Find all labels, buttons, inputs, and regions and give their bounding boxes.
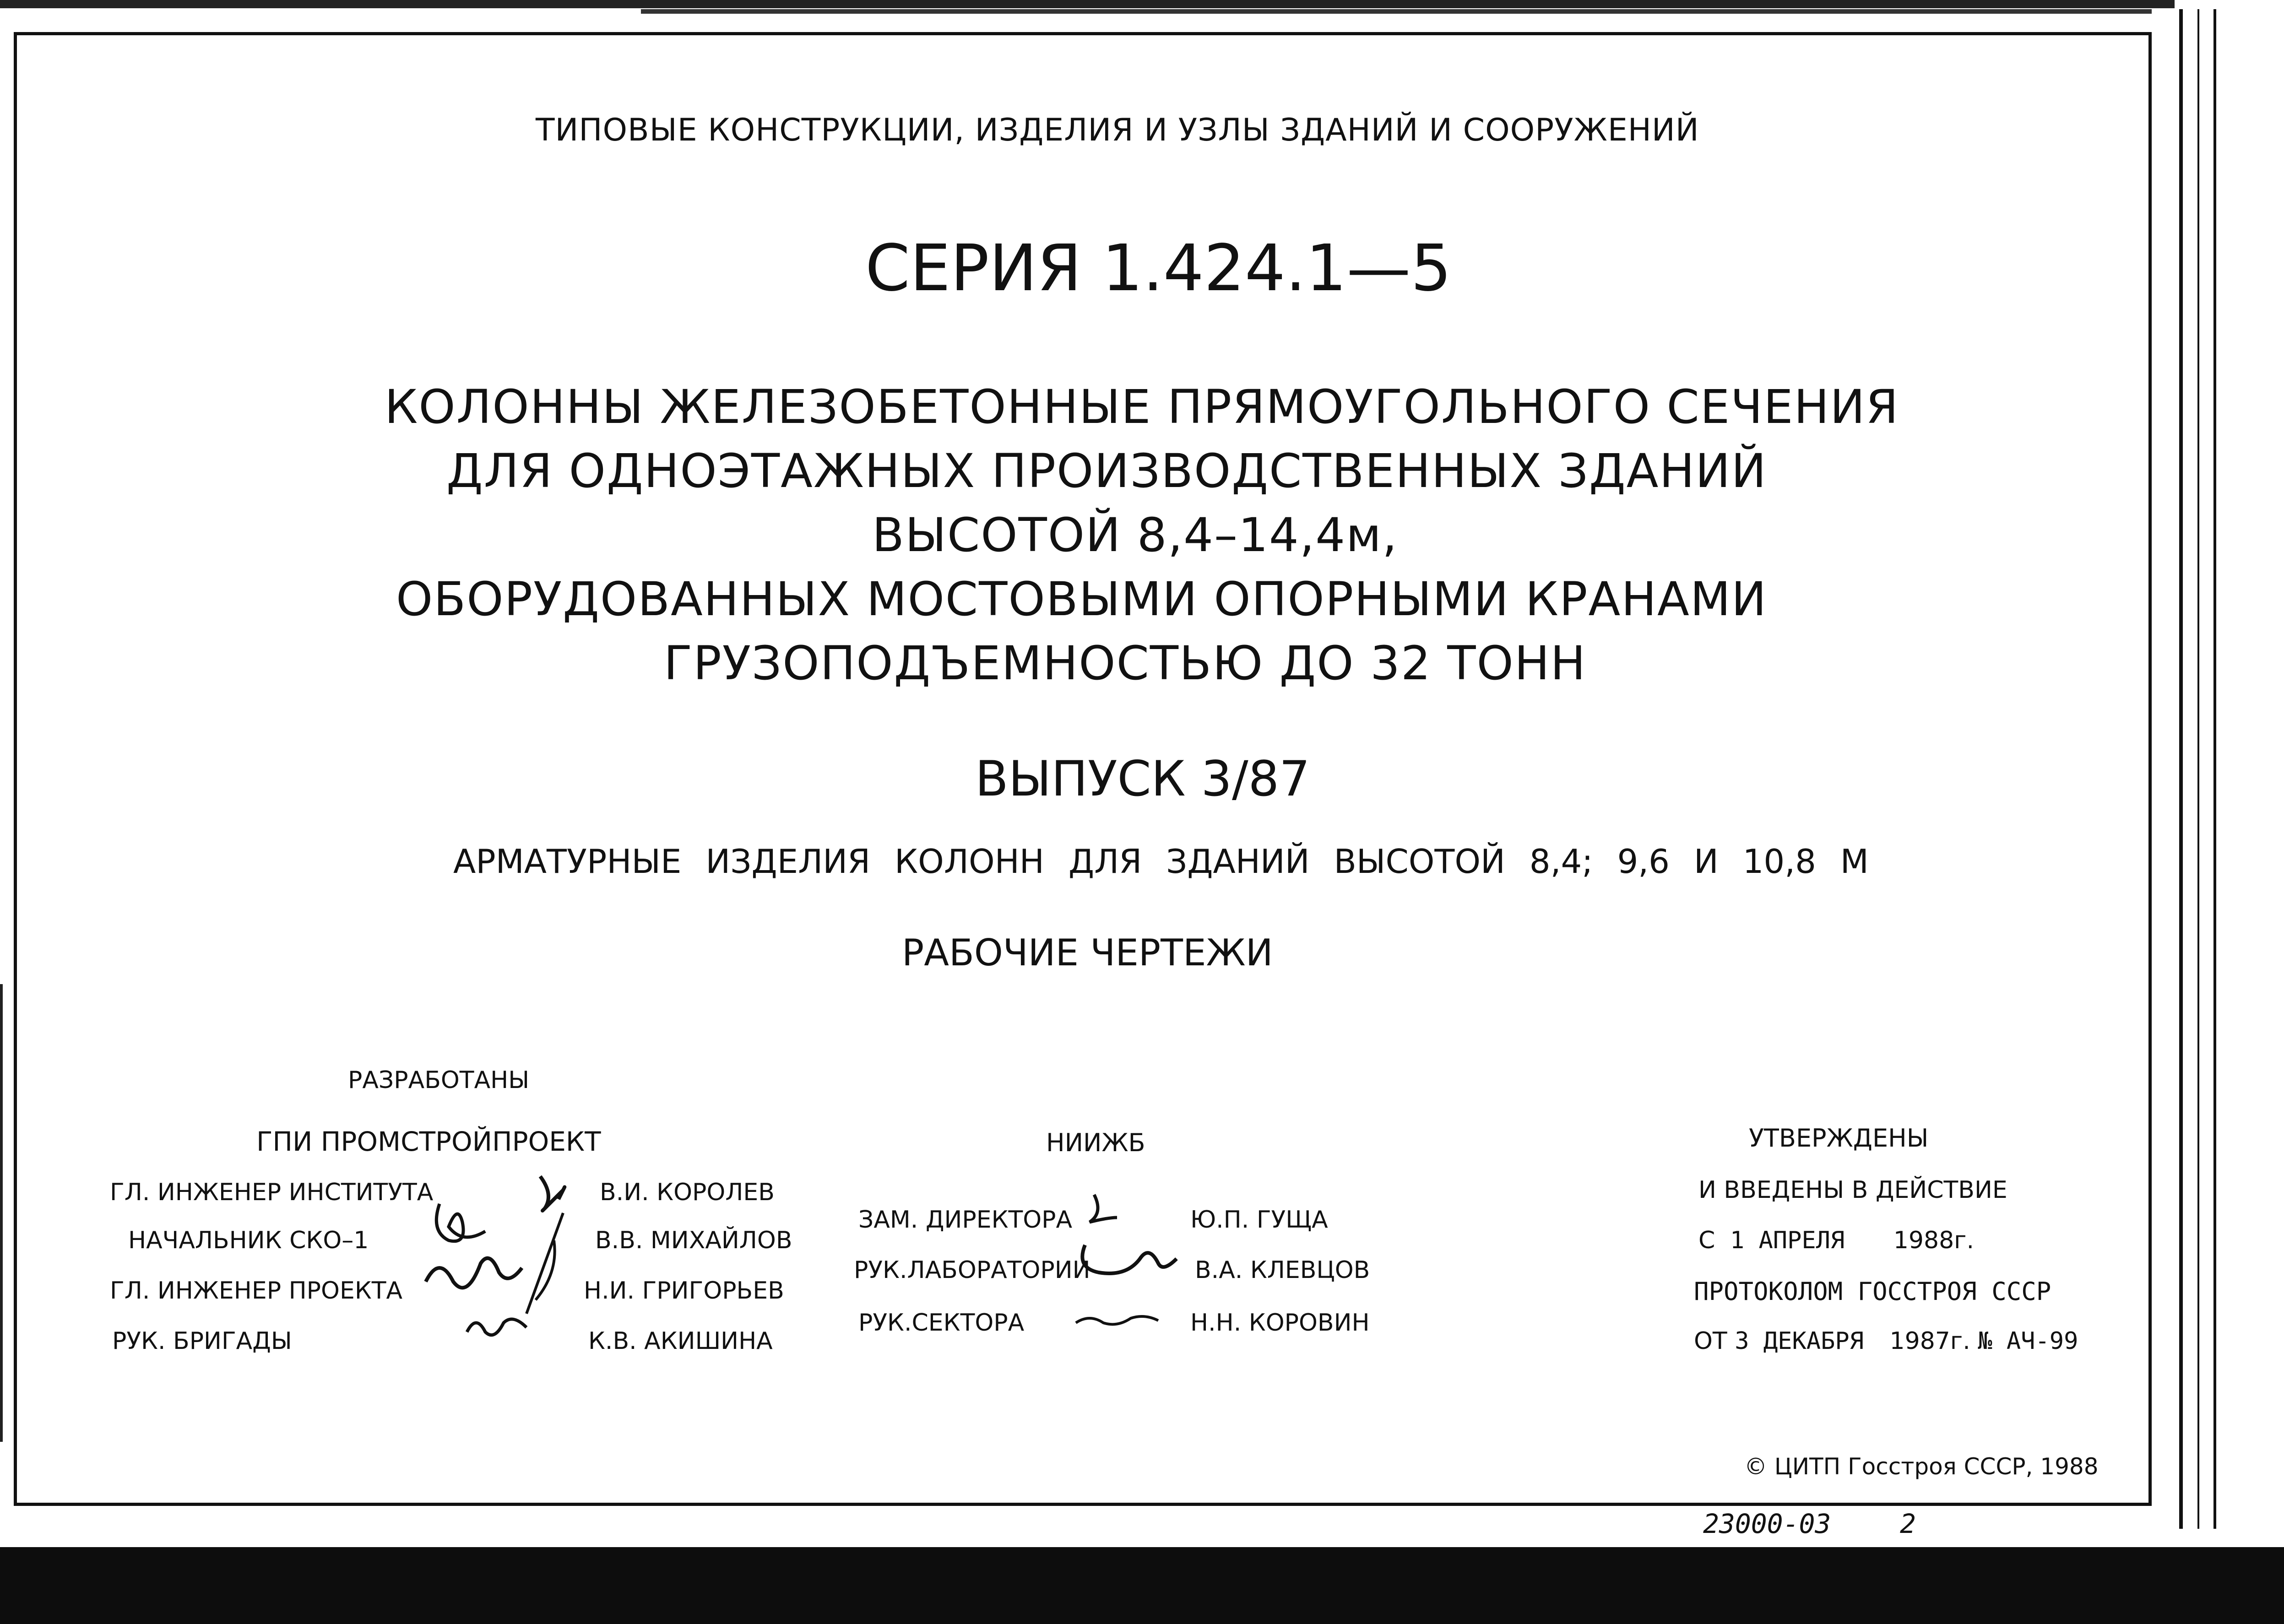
- handwritten-signatures-developed: [412, 1163, 604, 1355]
- title-line-2: ДЛЯ ОДНОЭТАЖНЫХ ПРОИЗВОДСТВЕННЫХ ЗДАНИЙ: [446, 444, 1767, 498]
- niizhb-role-2: РУК.ЛАБОРАТОРИИ: [854, 1256, 1090, 1284]
- protocol-year: 1987г.: [1889, 1327, 1970, 1355]
- niizhb-name-2: В.А. КЛЕВЦОВ: [1195, 1256, 1370, 1284]
- approved-effective-date: 1 АПРЕЛЯ: [1730, 1227, 1845, 1254]
- developed-role-3: ГЛ. ИНЖЕНЕР ПРОЕКТА: [110, 1277, 403, 1305]
- document-header: ТИПОВЫЕ КОНСТРУКЦИИ, ИЗДЕЛИЯ И УЗЛЫ ЗДАНИЙ И СООРУЖЕНИЙ: [536, 112, 1699, 148]
- developed-name-4: К.В. АКИШИНА: [588, 1327, 773, 1355]
- developed-role-2: НАЧАЛЬНИК СКО–1: [128, 1227, 369, 1254]
- niizhb-role-1: ЗАМ. ДИРЕКТОРА: [858, 1206, 1073, 1234]
- approved-heading: УТВЕРЖДЕНЫ: [1749, 1124, 1929, 1153]
- developed-heading: РАЗРАБОТАНЫ: [348, 1066, 530, 1094]
- scan-top-edge-secondary: [641, 9, 2152, 14]
- developed-role-4: РУК. БРИГАДЫ: [112, 1327, 292, 1355]
- stamp-page: 2: [1900, 1508, 1916, 1539]
- developed-org: ГПИ ПРОМСТРОЙПРОЕКТ: [256, 1126, 601, 1157]
- scan-right-edge-line-3: [2213, 9, 2216, 1529]
- title-line-5: ГРУЗОПОДЪЕМНОСТЬЮ ДО 32 ТОНН: [664, 636, 1587, 691]
- title-line-4: ОБОРУДОВАННЫХ МОСТОВЫМИ ОПОРНЫМИ КРАНАМИ: [396, 572, 1768, 627]
- issue-number: ВЫПУСК 3/87: [975, 751, 1310, 807]
- approved-effective-year: 1988г.: [1893, 1227, 1975, 1254]
- protocol-date: 3 ДЕКАБРЯ: [1735, 1327, 1864, 1355]
- scan-right-edge-line-2: [2197, 9, 2199, 1529]
- approved-line-4: [1694, 1327, 2078, 1355]
- handwritten-signatures-niizhb: [1067, 1186, 1218, 1337]
- scan-top-edge: [0, 0, 2175, 8]
- niizhb-role-3: РУК.СЕКТОРА: [858, 1309, 1025, 1337]
- approved-line-4-prefix: ОТ: [1694, 1327, 1727, 1355]
- approved-line-3: ПРОТОКОЛОМ ГОССТРОЯ СССР: [1694, 1277, 2051, 1306]
- approved-line-2-prefix: С: [1698, 1227, 1715, 1254]
- working-drawings-label: РАБОЧИЕ ЧЕРТЕЖИ: [902, 931, 1273, 974]
- title-line-3: ВЫСОТОЙ 8,4–14,4м,: [872, 508, 1398, 563]
- niizhb-name-3: Н.Н. КОРОВИН: [1190, 1309, 1370, 1337]
- copyright-notice: © ЦИТП Госстроя СССР, 1988: [1744, 1453, 2099, 1480]
- scan-bottom-band: [0, 1547, 2284, 1624]
- developed-name-2: В.В. МИХАЙЛОВ: [595, 1227, 792, 1254]
- developed-name-3: Н.И. ГРИГОРЬЕВ: [584, 1277, 784, 1305]
- niizhb-org: НИИЖБ: [1046, 1128, 1145, 1157]
- series-number: СЕРИЯ 1.424.1—5: [865, 231, 1452, 306]
- protocol-number: № АЧ-99: [1978, 1327, 2078, 1355]
- approved-line-2: [1698, 1227, 1974, 1254]
- developed-name-1: В.И. КОРОЛЕВ: [600, 1179, 775, 1206]
- document-subtitle: АРМАТУРНЫЕ ИЗДЕЛИЯ КОЛОНН ДЛЯ ЗДАНИЙ ВЫСОТОЙ 8,4; 9,6 И 10,8 М: [453, 842, 1869, 881]
- title-line-1: КОЛОННЫ ЖЕЛЕЗОБЕТОННЫЕ ПРЯМОУГОЛЬНОГО СЕЧЕНИЯ: [385, 380, 1899, 434]
- scan-right-edge-line: [2179, 9, 2183, 1529]
- niizhb-name-1: Ю.П. ГУЩА: [1190, 1206, 1328, 1234]
- stamp-code: 23000-03: [1703, 1508, 1831, 1539]
- approved-line-1: И ВВЕДЕНЫ В ДЕЙСТВИЕ: [1698, 1176, 2007, 1204]
- developed-role-1: ГЛ. ИНЖЕНЕР ИНСТИТУТА: [110, 1179, 434, 1206]
- scan-left-edge-line: [0, 984, 3, 1442]
